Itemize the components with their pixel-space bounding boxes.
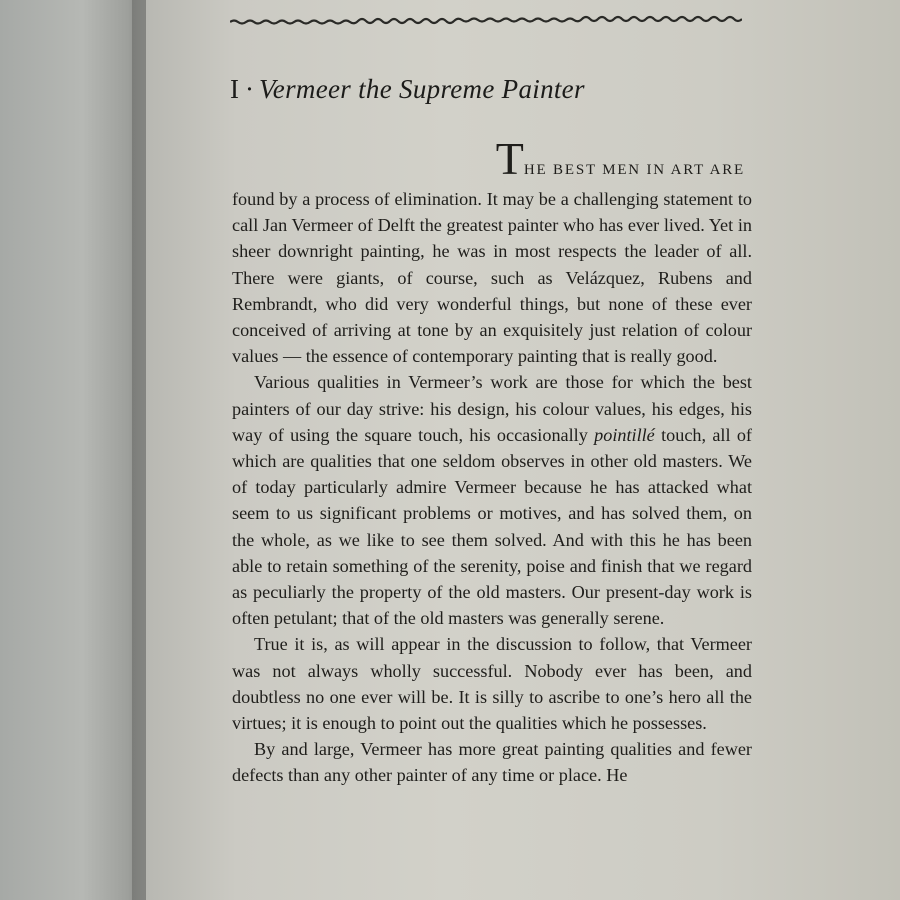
chapter-number: I (230, 74, 239, 104)
chapter-title: Vermeer the Supreme Painter (259, 74, 585, 104)
paragraph-2-end: touch, all of which are qualities that one seldom observes in other old masters. We of today particularly admire Vermeer because he has attacked what seem to us significant problems or motives, and has solved them, on the whole, as we like to see them solved. And with this he has been able to retain something of the serenity, poise and finish that we regard as peculiarly the property of the old masters. Our present-day work is often petulant; that of the old masters was generally serene. (232, 424, 752, 629)
paragraph-4: By and large, Vermeer has more great painting qualities and fewer defects than any other painter of any time or place. He (232, 739, 752, 786)
paragraph-1: found by a process of elimination. It may be a challenging statement to call Jan Vermeer of Delft the greatest painter who has ever lived. Yet in sheer downright painting, he was in most respects the leader of all. There were giants, of course, such as Velázquez, Rubens and Rembrandt, who did very wonderful things, but none of these ever conceived of arriving at tone by an exquisitely just relation of colour values — the essence of contemporary painting that is really good. (232, 189, 752, 367)
opening-line (232, 133, 752, 186)
paragraph-2-start: Various qualities in Vermeer’s work are those for which the best painters of our day strive: his design, his colour values, his edges, his way of using the square touch, his occasionally (232, 372, 752, 445)
pointille-italic: pointillé (594, 424, 655, 445)
body-text (232, 133, 752, 789)
chapter-separator: · (245, 74, 254, 104)
chapter-heading (230, 74, 585, 105)
paragraph-2 (232, 369, 752, 631)
left-page-edge (0, 0, 150, 900)
paragraph-3: True it is, as will appear in the discussion to follow, that Vermeer was not always wholly successful. Nobody ever has been, and doubtless no one ever will be. It is silly to ascribe to one’s hero all the virtues; it is enough to point out the qualities which he possesses. (232, 634, 752, 734)
drop-cap: T (495, 133, 524, 184)
opening-small-caps: HE BEST MEN IN ART ARE (523, 162, 745, 178)
wavy-rule-ornament (230, 6, 742, 28)
